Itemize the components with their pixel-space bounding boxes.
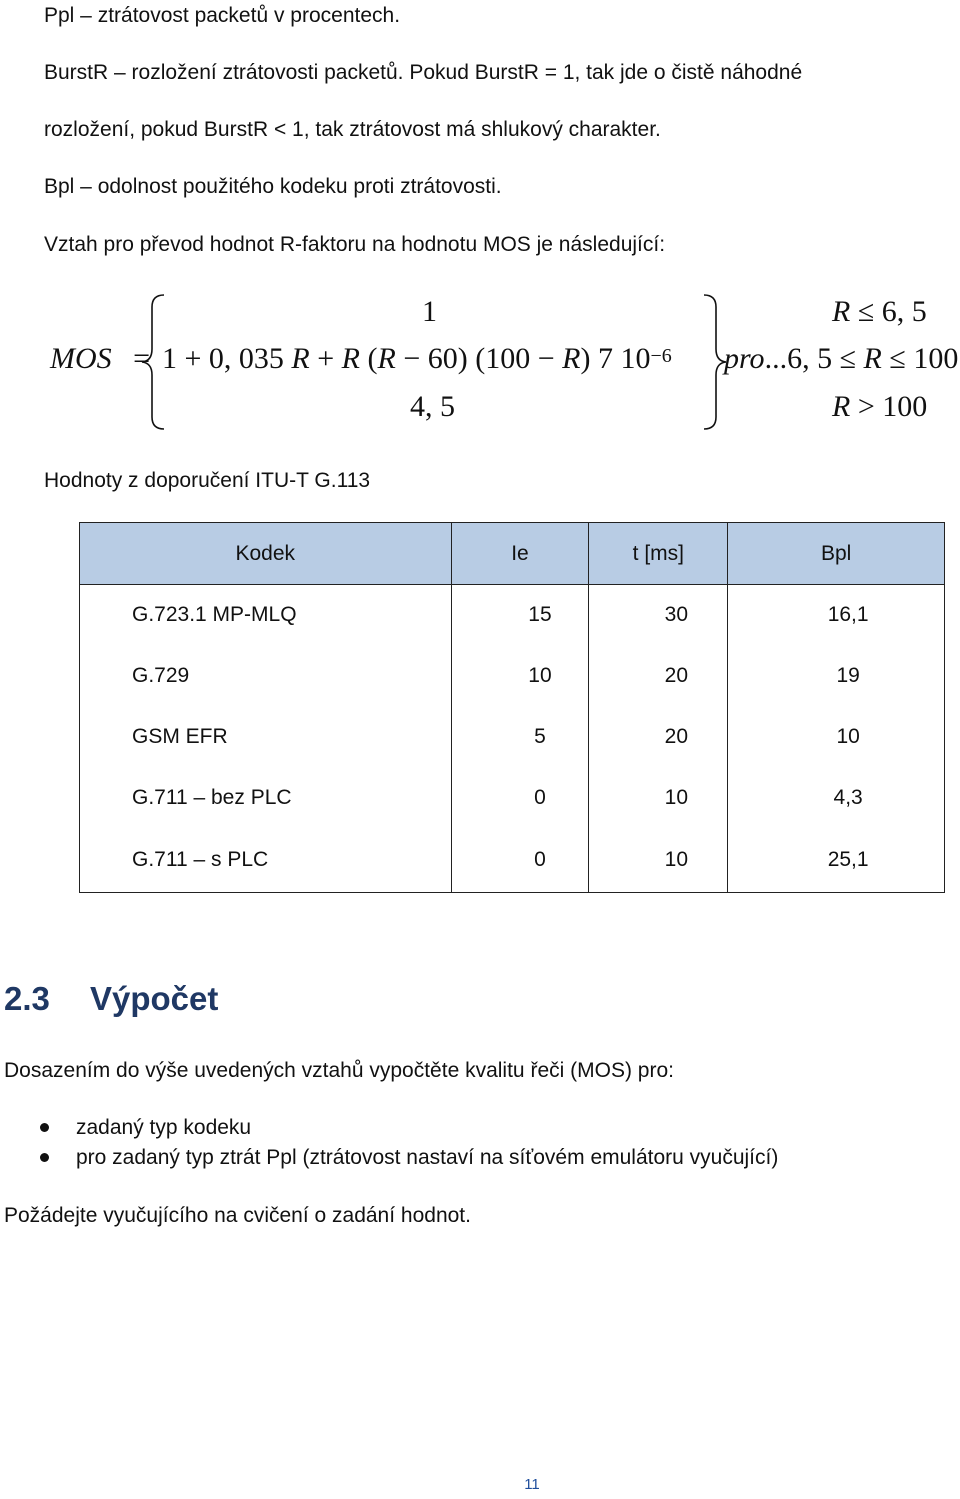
table-row	[80, 707, 945, 768]
section-intro: Dosazením do výše uvedených vztahů vypočtěte kvalitu řeči (MOS) pro:	[4, 1059, 674, 1082]
case2-exponent: −6	[650, 345, 672, 367]
cell-t: 20	[589, 707, 728, 768]
paragraph-burst-line-2: rozložení, pokud BurstR < 1, tak ztrátovost má shlukový charakter.	[44, 118, 661, 141]
page-number: 11	[524, 1476, 540, 1493]
cond2-var: R	[863, 342, 882, 375]
cell-kodek: G.723.1 MP-MLQ	[80, 585, 452, 646]
cell-t: 10	[589, 768, 728, 829]
case2-part-a: 1 + 0, 035	[162, 342, 292, 375]
case2-part-d: R	[341, 342, 360, 375]
paragraph-relation: Vztah pro převod hodnot R-faktoru na hodnotu MOS je následující:	[44, 233, 666, 256]
section-heading	[4, 980, 218, 1018]
cell-bpl: 4,3	[728, 768, 945, 829]
cond1-rest: ≤ 6, 5	[850, 295, 927, 328]
paragraph-burst-line-1: BurstR – rozložení ztrátovosti packetů. Pokud BurstR = 1, tak jde o čistě náhodné	[44, 61, 803, 84]
formula-case-1: 1	[422, 295, 437, 328]
header-ie: Ie	[451, 523, 589, 585]
case2-part-f: R	[377, 342, 396, 375]
case2-part-h: R	[562, 342, 581, 375]
cell-ie: 15	[451, 585, 589, 646]
case2-part-i: ) 7 10	[580, 342, 651, 375]
cell-bpl: 19	[728, 646, 945, 707]
section-number: 2.3	[4, 980, 50, 1017]
cell-ie: 5	[451, 707, 589, 768]
section-title: Výpočet	[90, 980, 219, 1017]
case2-part-e: (	[360, 342, 378, 375]
cell-ie: 0	[451, 768, 589, 829]
case2-part-g: − 60) (100 −	[395, 342, 563, 375]
table-row	[80, 646, 945, 707]
cell-kodek: G.711 – bez PLC	[80, 768, 452, 829]
cell-kodek: G.729	[80, 646, 452, 707]
table-row	[80, 829, 945, 893]
header-kodek: Kodek	[80, 523, 452, 585]
paragraph-bpl: Bpl – odolnost použitého kodeku proti ztrátovosti.	[44, 175, 502, 198]
cond3-rest: > 100	[850, 390, 928, 423]
formula-equals: =	[133, 342, 151, 375]
table-row	[80, 585, 945, 646]
formula-lhs	[50, 342, 150, 376]
cond3-var: R	[832, 390, 851, 423]
list-item-text: zadaný typ kodeku	[76, 1116, 252, 1139]
case2-part-b: R	[291, 342, 310, 375]
cell-bpl: 25,1	[728, 829, 945, 893]
cell-ie: 10	[451, 646, 589, 707]
codec-table	[79, 522, 945, 893]
formula-condition-1	[832, 295, 927, 329]
formula-case-2	[162, 342, 672, 379]
bullet-icon	[40, 1123, 49, 1132]
cell-bpl: 16,1	[728, 585, 945, 646]
formula-condition-2	[724, 342, 958, 376]
formula-case-3: 4, 5	[410, 390, 455, 423]
cond2-pro: pro	[724, 342, 765, 375]
cell-bpl: 10	[728, 707, 945, 768]
paragraph-ppl: Ppl – ztrátovost packetů v procentech.	[44, 4, 401, 27]
section-closing: Požádejte vyučujícího na cvičení o zadání hodnot.	[4, 1204, 471, 1227]
cond2-end: ≤ 100	[881, 342, 959, 375]
cell-kodek: GSM EFR	[80, 707, 452, 768]
table-row	[80, 768, 945, 829]
cond2-rest: ...6, 5 ≤	[764, 342, 864, 375]
bullet-icon	[40, 1153, 49, 1162]
formula-condition-3	[832, 390, 927, 424]
table-caption: Hodnoty z doporučení ITU-T G.113	[44, 469, 371, 492]
cell-t: 30	[589, 585, 728, 646]
case2-part-c: +	[309, 342, 342, 375]
header-bpl: Bpl	[728, 523, 945, 585]
list-item-text: pro zadaný typ ztrát Ppl (ztrátovost nastaví na síťovém emulátoru vyučující)	[76, 1146, 779, 1169]
cond1-var: R	[832, 295, 851, 328]
cell-ie: 0	[451, 829, 589, 893]
cell-kodek: G.711 – s PLC	[80, 829, 452, 893]
header-t-ms: t [ms]	[589, 523, 728, 585]
formula-lhs-var: MOS	[50, 342, 112, 375]
cell-t: 20	[589, 646, 728, 707]
cell-t: 10	[589, 829, 728, 893]
table-header-row	[80, 523, 945, 585]
